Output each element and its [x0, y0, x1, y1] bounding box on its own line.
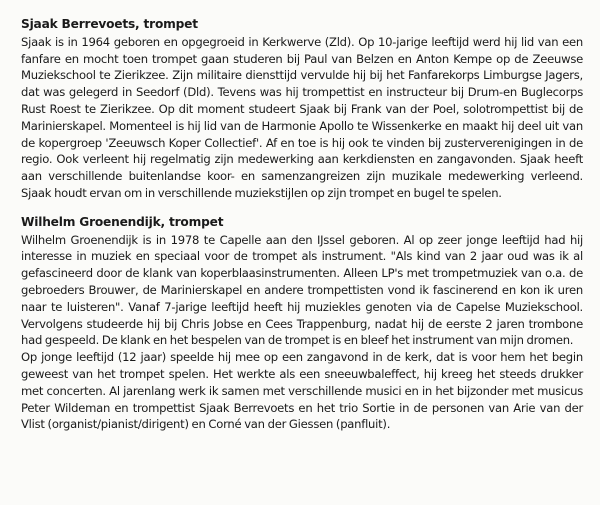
section-paragraph: Wilhelm Groenendijk is in 1978 te Capelle aan den IJssel geboren. Al op zeer jonge leeftijd had hij interesse in muziek en speciaal voor de trompet als instrument. "Als kind van 2 jaar oud was ik al gefascineerd door de klank van koperblaasinstrumenten. Alleen LP's met trompetmuziek van o.a. de gebroeders Brouwer, de Marinierskapel en andere trompettisten vond ik fascinerend en kon ik uren naar te luisteren". Vanaf 7-jarige leeftijd heeft hij muziekles genoten via de Capelse Muziekschool. Vervolgens studeerde hij bij Chris Jobse en Cees Trappenburg, nadat hij de eerste 2 jaren trombone had gespeeld. De klank en het bespelen van de trompet is en bleef het instrument van mijn dromen.	[21, 232, 583, 348]
section-paragraph: Sjaak is in 1964 geboren en opgegroeid in Kerkwerve (Zld). Op 10-jarige leeftijd werd hij lid van een fanfare en mocht toen trompet gaan studeren bij Paul van Belzen en Anton Kempe op de Zeeuwse Muziekschool te Zierikzee. Zijn militaire diensttijd vervulde hij bij het Fanfarekorps Limburgse Jagers, dat was gelegerd in Seedorf (Dld). Tevens was hij trompettist en instructeur bij Drum-en Buglecorps Rust Roest te Zierikzee. Op dit moment studeert Sjaak bij Frank van der Poel, solotrompettist bij de Marinierskapel. Momenteel is hij lid van de Harmonie Apollo te Wissenkerke en maakt hij deel uit van de kopergroep 'Zeeuwsch Koper Collectief'. Af en toe is hij ook te vinden bij zusterverenigingen in de regio. Ook verleent hij regelmatig zijn medewerking aan kerkdiensten en zangavonden. Sjaak heeft aan verschillende buitenlandse koor- en samenzangreizen zijn muzikale medewerking verleend. Sjaak houdt ervan om in verschillende muziekstijlen op zijn trompet en bugel te spelen.	[21, 34, 583, 200]
section-paragraph: Op jonge leeftijd (12 jaar) speelde hij mee op een zangavond in de kerk, dat is voor hem het begin geweest van het trompet spelen. Het werkte als een sneeuwbaleffect, hij kreeg het steeds drukker met concerten. Al jarenlang werk ik samen met verschillende musici en in het bijzonder met musicus Peter Wildeman en trompettist Sjaak Berrevoets en het trio Sortie in de personen van Arie van der Vlist (organist/pianist/dirigent) en Corné van der Giessen (panfluit).	[21, 350, 583, 432]
document-content	[21, 16, 583, 433]
section-heading: Sjaak Berrevoets, trompet	[21, 17, 198, 31]
biography-section-wilhelm	[21, 214, 583, 433]
biography-section-sjaak	[21, 16, 583, 202]
section-heading: Wilhelm Groenendijk, trompet	[21, 214, 224, 229]
